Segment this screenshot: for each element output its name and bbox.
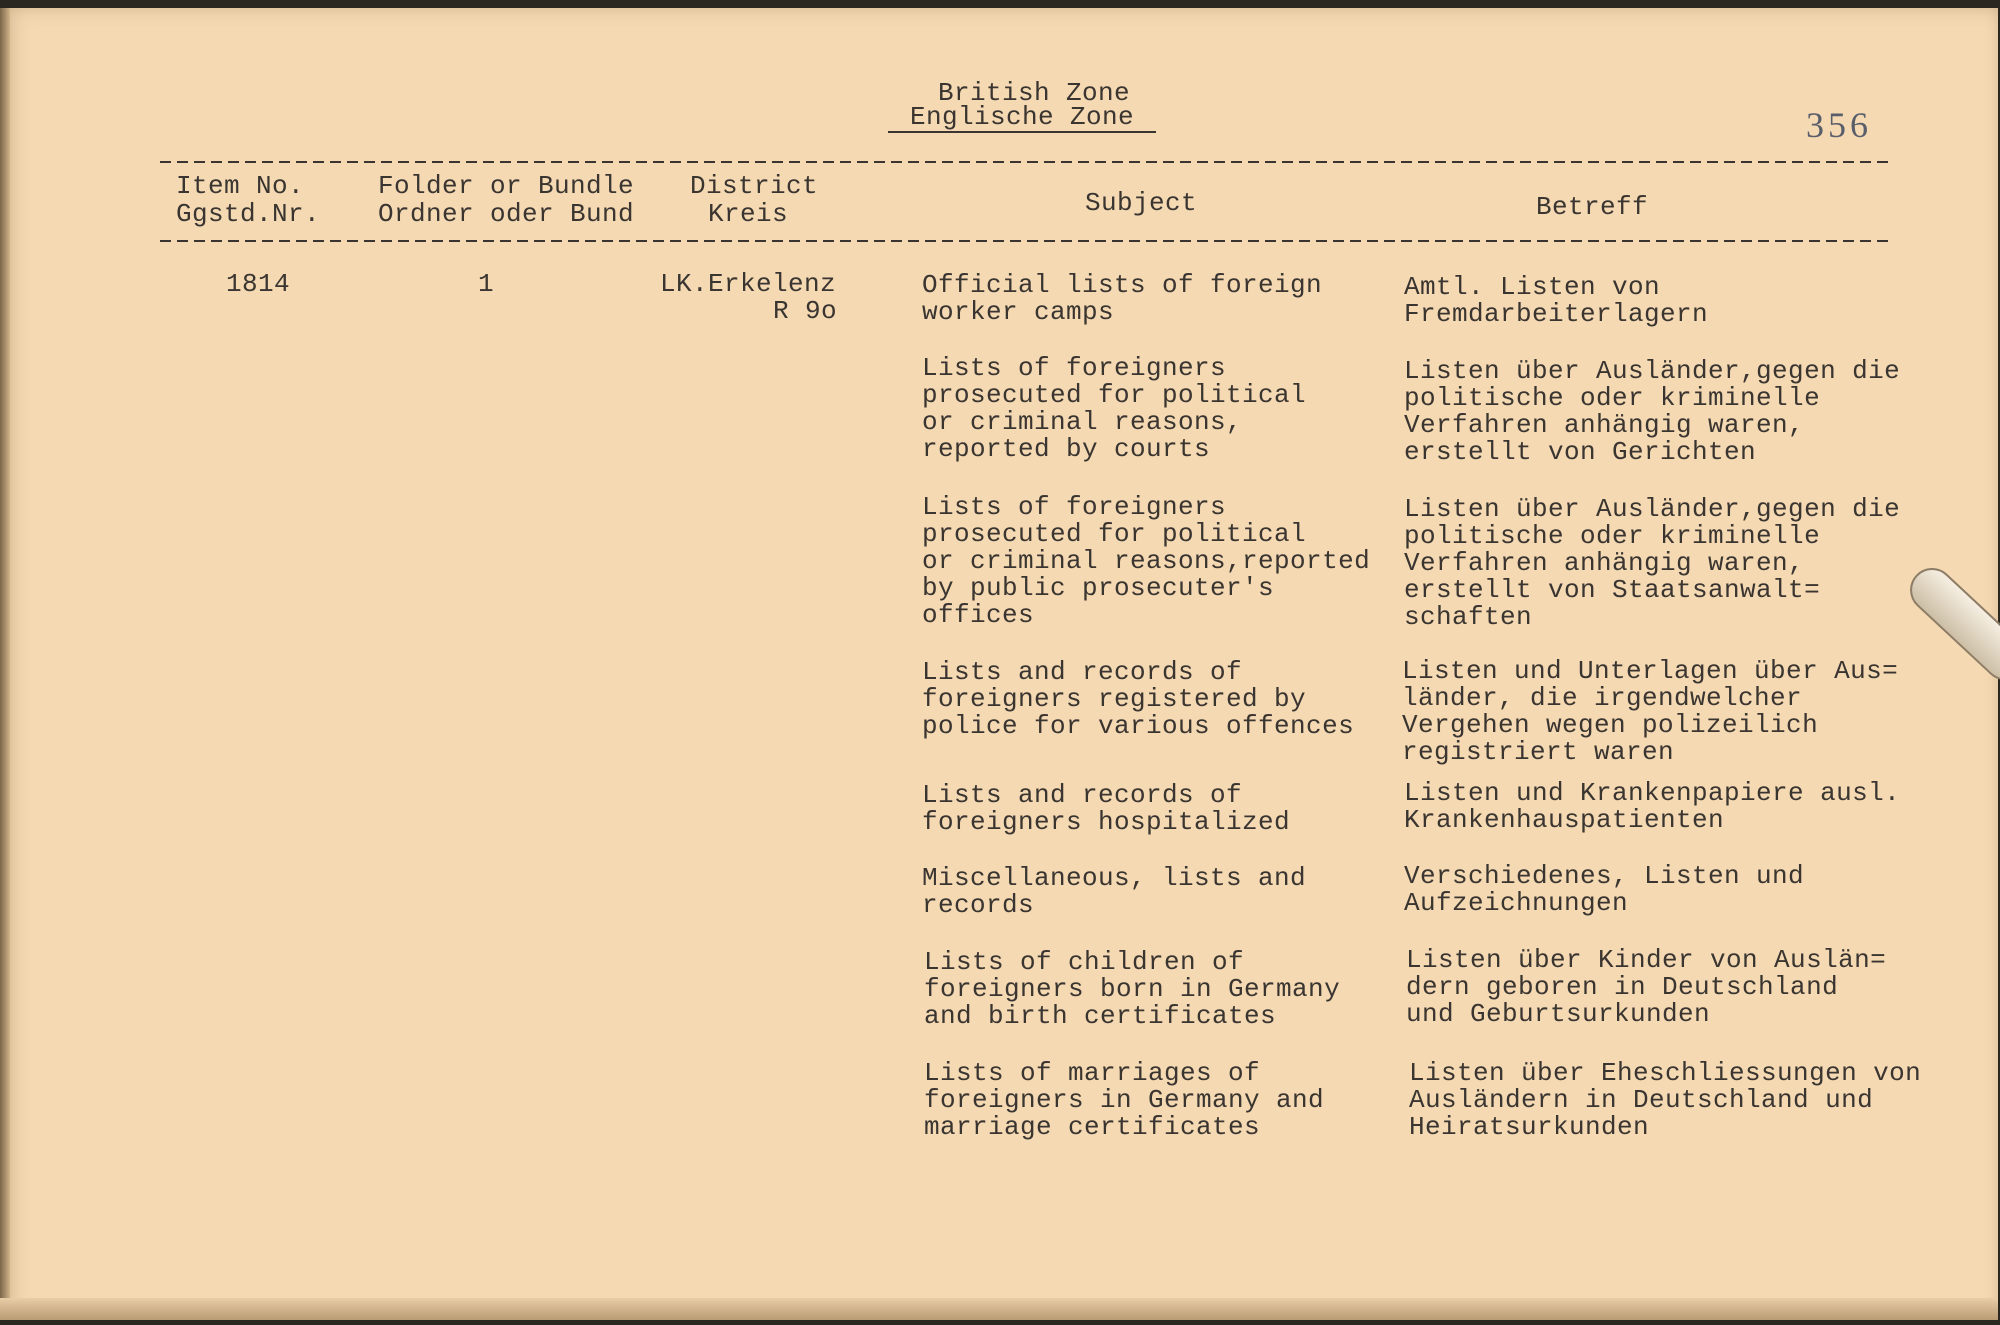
betreff-entry	[1404, 274, 1708, 328]
betreff-entry	[1404, 863, 1804, 917]
header-rule-bottom	[160, 240, 1890, 242]
subject-line: prosecuted for political	[922, 519, 1307, 549]
zone-title-de: Englische Zone	[888, 104, 1156, 133]
paper-clip	[1901, 559, 2000, 689]
col-item-de: Ggstd.Nr.	[176, 199, 321, 229]
ledger-page	[0, 8, 1998, 1320]
betreff-line: Verschiedenes, Listen und	[1404, 861, 1805, 891]
col-item-en: Item No.	[176, 171, 305, 201]
betreff-line: Fremdarbeiterlagern	[1404, 299, 1709, 329]
betreff-line: erstellt von Gerichten	[1404, 437, 1757, 467]
subject-line: by public prosecuter's	[922, 573, 1275, 603]
subject-entry	[922, 782, 1290, 836]
subject-line: Lists and records of	[922, 780, 1243, 810]
subject-line: Lists of marriages of	[924, 1058, 1261, 1088]
betreff-line: Verfahren anhängig waren,	[1404, 548, 1805, 578]
col-subject: Subject	[1085, 188, 1198, 218]
betreff-line: Listen und Unterlagen über Aus=	[1402, 656, 1899, 686]
betreff-entry	[1406, 947, 1886, 1028]
betreff-line: schaften	[1404, 602, 1533, 632]
betreff-line: erstellt von Staatsanwalt=	[1404, 575, 1821, 605]
subject-line: foreigners registered by	[922, 684, 1307, 714]
subject-line: foreigners hospitalized	[922, 807, 1291, 837]
subject-entry	[922, 272, 1322, 326]
betreff-line: länder, die irgendwelcher	[1402, 683, 1803, 713]
subject-line: prosecuted for political	[922, 380, 1307, 410]
betreff-line: Listen über Ausländer,gegen die	[1404, 356, 1901, 386]
zone-title-en: British Zone	[938, 78, 1131, 108]
betreff-entry	[1404, 496, 1900, 631]
subject-entry	[924, 949, 1340, 1030]
item-number: 1814	[226, 269, 291, 299]
betreff-line: Listen über Eheschliessungen von	[1409, 1058, 1922, 1088]
betreff-line: Vergehen wegen polizeilich	[1402, 710, 1819, 740]
betreff-line: Ausländern in Deutschland und	[1409, 1085, 1874, 1115]
betreff-entry	[1404, 358, 1900, 466]
col-folder-de: Ordner oder Bund	[378, 199, 635, 229]
betreff-entry	[1409, 1060, 1921, 1141]
header-rule-top	[160, 161, 1893, 163]
subject-line: Lists of foreigners	[922, 353, 1227, 383]
subject-line: offices	[922, 600, 1035, 630]
betreff-line: Heiratsurkunden	[1409, 1112, 1650, 1142]
subject-line: Lists and records of	[922, 657, 1243, 687]
folder-number: 1	[478, 269, 495, 299]
subject-line: or criminal reasons,reported	[922, 546, 1371, 576]
betreff-line: Listen und Krankenpapiere ausl.	[1404, 778, 1901, 808]
betreff-line: Listen über Ausländer,gegen die	[1404, 494, 1901, 524]
col-betreff: Betreff	[1536, 192, 1649, 222]
betreff-line: Aufzeichnungen	[1404, 888, 1629, 918]
betreff-line: Verfahren anhängig waren,	[1404, 410, 1805, 440]
subject-line: records	[922, 890, 1035, 920]
betreff-line: Krankenhauspatienten	[1404, 805, 1725, 835]
subject-entry	[924, 1060, 1324, 1141]
subject-entry	[922, 355, 1306, 463]
betreff-line: und Geburtsurkunden	[1406, 999, 1711, 1029]
subject-entry	[922, 865, 1306, 919]
page-bottom-edge	[0, 1298, 1998, 1320]
subject-line: Miscellaneous, lists and	[922, 863, 1307, 893]
subject-line: and birth certificates	[924, 1001, 1277, 1031]
col-district-de: Kreis	[708, 199, 789, 229]
binding-spine	[0, 8, 10, 1320]
betreff-entry	[1402, 658, 1898, 766]
subject-line: marriage certificates	[924, 1112, 1261, 1142]
subject-line: Lists of children of	[924, 947, 1245, 977]
subject-line: or criminal reasons,	[922, 407, 1243, 437]
subject-entry	[922, 659, 1354, 740]
district-name: LK.Erkelenz	[660, 269, 837, 299]
col-folder-en: Folder or Bundle	[378, 171, 635, 201]
betreff-entry	[1404, 780, 1900, 834]
subject-line: police for various offences	[922, 711, 1355, 741]
betreff-line: Amtl. Listen von	[1404, 272, 1661, 302]
betreff-line: Listen über Kinder von Auslän=	[1406, 945, 1887, 975]
district-code: R 9o	[773, 296, 838, 326]
subject-line: Official lists of foreign	[922, 270, 1323, 300]
betreff-line: politische oder kriminelle	[1404, 383, 1821, 413]
subject-line: reported by courts	[922, 434, 1211, 464]
betreff-line: dern geboren in Deutschland	[1406, 972, 1839, 1002]
betreff-line: registriert waren	[1402, 737, 1675, 767]
page-number: 356	[1806, 105, 1872, 145]
col-district-en: District	[690, 171, 819, 201]
betreff-line: politische oder kriminelle	[1404, 521, 1821, 551]
subject-entry	[922, 494, 1370, 629]
subject-line: foreigners in Germany and	[924, 1085, 1325, 1115]
subject-line: worker camps	[922, 297, 1115, 327]
subject-line: foreigners born in Germany	[924, 974, 1341, 1004]
subject-line: Lists of foreigners	[922, 492, 1227, 522]
